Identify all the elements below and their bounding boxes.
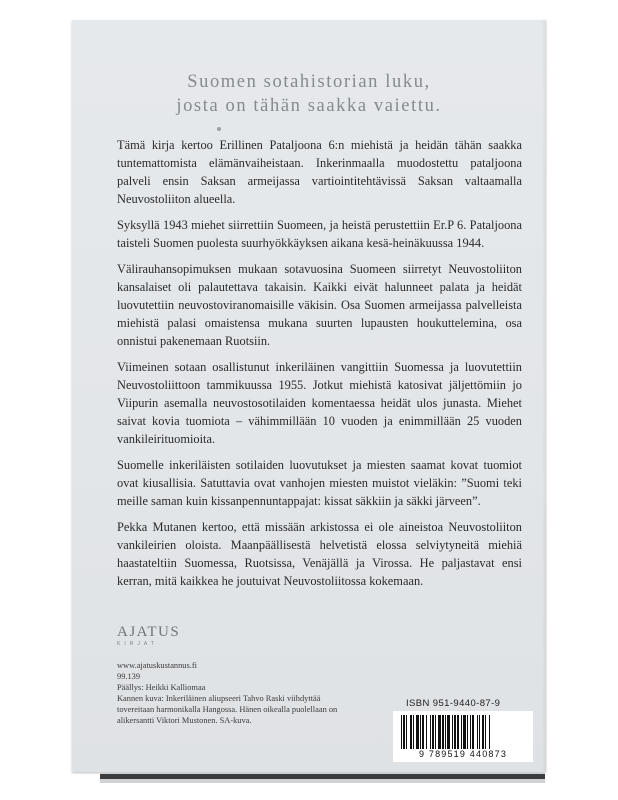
- publisher-logo: [117, 624, 197, 647]
- decorative-dot: [217, 127, 221, 131]
- publisher-logo-sub: KIRJAT: [117, 641, 158, 647]
- barcode-bar: [442, 715, 444, 749]
- publisher-website: www.ajatuskustannus.fi: [117, 661, 197, 670]
- barcode-bar: [479, 715, 480, 749]
- barcode-bar: [416, 715, 419, 749]
- cover-design-credit: Päällys: Heikki Kalliomaa: [117, 683, 206, 692]
- blurb-text: [117, 136, 522, 598]
- tagline-line-2: josta on tähän saakka vaiettu.: [176, 96, 442, 116]
- barcode-bar: [470, 715, 471, 749]
- barcode-bar: [477, 715, 478, 749]
- barcode-bar: [457, 715, 459, 749]
- barcode-bar: [454, 715, 456, 749]
- barcode-bar: [463, 715, 466, 749]
- barcode-bar: [467, 715, 468, 749]
- barcode-bar: [485, 715, 486, 749]
- barcode-bar: [489, 715, 490, 749]
- barcode-bar: [410, 715, 412, 749]
- barcode-number: 9 789519 440873: [418, 749, 508, 759]
- barcode-bar: [413, 715, 414, 749]
- barcode-bar: [430, 715, 431, 749]
- barcode-bar: [432, 715, 434, 749]
- barcode-bar: [447, 715, 450, 749]
- blurb-paragraph: Suomelle inkeriläisten sotilaiden luovutukset ja miesten saamat kovat tuomiot ovat kiusallisia. Satuttavia ovat vanhojen miesten muistot vieläkin: ”Suomi teki meille saman kuin kissanpennuntappajat: kissat säkkiin ja säkki järveen”.: [117, 458, 522, 508]
- barcode-bar: [420, 715, 421, 749]
- book-bottom-edge: [100, 772, 545, 783]
- blurb-paragraph: Pekka Mutanen kertoo, että missään arkistossa ei ole aineistoa Neuvostoliiton vankileirien oloista. Maanpäällisestä helvetistä elossa selviytyneitä miehiä haastateltiin Suomessa, Ruotsissa, Venäjällä ja Virossa. He paljastavat ensi kerran, mitä kaikkea he joutuivat Neuvostoliitossa kokemaan.: [117, 520, 522, 588]
- barcode-bar: [406, 715, 407, 749]
- barcode-bar: [401, 715, 402, 749]
- barcode-bar: [445, 715, 446, 749]
- barcode-bars: [401, 715, 525, 749]
- barcode-bar: [403, 715, 405, 749]
- barcode-bar: [438, 715, 441, 749]
- barcode-bar: [461, 715, 462, 749]
- publisher-logo-name: AJATUS: [117, 624, 181, 640]
- isbn-label: ISBN 951-9440-87-9: [406, 698, 501, 709]
- publisher-code: 99.139: [117, 672, 141, 681]
- barcode: [393, 711, 533, 762]
- tagline: [72, 70, 546, 118]
- blurb-paragraph: Viimeinen sotaan osallistunut inkeriläinen vangittiin Suomessa ja luovutettiin Neuvostoliittoon tammikuussa 1955. Jotkut miehistä katosivat jäljettömiin jo Viipurin asemalla neuvostosotilaiden komentaessa heidät ulos junasta. Miehet saivat kovia tuomiota – vähimmillään 10 vuoden ja enimmillään 25 vuoden vankileirituomioita.: [117, 360, 522, 446]
- barcode-bar: [426, 715, 427, 749]
- blurb-paragraph: Tämä kirja kertoo Erillinen Pataljoona 6:n miehistä ja heidän tähän saakka tuntemattomista elämänvaiheistaan. Inkerinmaalla muodostettu pataljoona palveli ensin Saksan armeijassa vartiointitehtävissä Saksan valtaamalla Neuvostoliiton alueella.: [117, 138, 522, 206]
- blurb-paragraph: Välirauhansopimuksen mukaan sotavuosina Suomeen siirretyt Neuvostoliiton kansalaiset oli palautettava takaisin. Kaikki eivät halunneet palata ja heidät luovutettiin neuvostoviranomaisille väkisin. Osa Suomen armeijassa palvelleista miehistä palasi omaistensa mukana suurten lupausten houkuttelemina, osa onnistui pakenemaan Ruotsiin.: [117, 262, 522, 348]
- blurb-paragraph: Syksyllä 1943 miehet siirrettiin Suomeen, ja heistä perustettiin Er.P 6. Pataljoona taisteli Suomen puolesta suurhyökkäyksen aikana kesä-heinäkuussa 1944.: [117, 218, 522, 250]
- barcode-bar: [452, 715, 453, 749]
- barcode-bar: [472, 715, 474, 749]
- cover-photo-caption: Kannen kuva: Inkeriläinen aliupseeri Tahvo Raski viihdyttää tovereitaan harmonikalla Hangossa. Hänen oikealla puolellaan on alikersantti Viktori Mustonen. SA-kuva.: [117, 694, 338, 725]
- barcode-bar: [435, 715, 436, 749]
- barcode-bar: [482, 715, 484, 749]
- barcode-bar: [422, 715, 424, 749]
- publisher-info: [117, 660, 349, 726]
- tagline-line-1: Suomen sotahistorian luku,: [187, 72, 431, 92]
